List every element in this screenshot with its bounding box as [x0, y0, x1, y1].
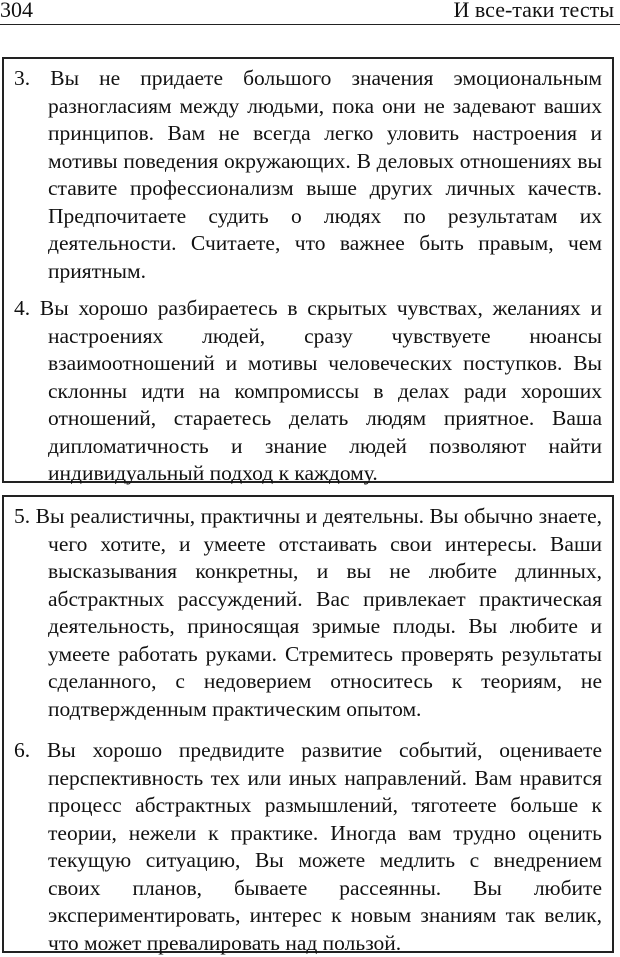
result-item-4: 4. Вы хорошо разбираетесь в скрытых чувствах, желаниях и настроениях людей, сразу чувствуете нюансы взаимоотношений и мотивы человеческих поступков. Вы склонны идти на компромиссы в делах ради хороших отношений, стараетесь делать людям приятное. Ваша дипломатичность и знание людей позволяют найти индивидуальный подход к каждому. — [14, 296, 602, 485]
result-item-3: 3. Вы не придаете большого значения эмоциональным разногласиям между людьми, пока они не задевают ваших принципов. Вам не всегда легко уловить настроения и мотивы поведения окружающих. В деловых отношениях вы ставите профессионализм выше других личных качеств. Предпочитаете судить о людях по результатам их деятельности. Считаете, что важнее быть правым, чем приятным. — [14, 66, 602, 283]
result-box-2 — [2, 495, 614, 953]
page-number: 304 — [0, 0, 33, 22]
page-header — [0, 0, 620, 25]
result-item-5: 5. Вы реалистичны, практичны и деятельны. Вы обычно знаете, чего хотите, и умеете отстаивать свои интересы. Ваши высказывания конкретны, и вы не любите длинных, абстрактных рассуждений. Вас привлекает практическая деятельность, приносящая зримые плоды. Вы любите и умеете работать руками. Стремитесь проверять результаты сделанного, с недоверием относитесь к теориям, не подтвержденным практическим опытом. — [14, 504, 602, 721]
result-item-6: 6. Вы хорошо предвидите развитие событий, оцениваете перспективность тех или иных направлений. Вам нравится процесс абстрактных размышлений, тяготеете больше к теории, нежели к практике. Иногда вам трудно оценить текущую ситуацию, Вы можете медлить с внедрением своих планов, бываете рассеянны. Вы любите экспериментировать, интерес к новым знаниям так велик, что может превалировать над пользой. — [14, 738, 602, 955]
running-title: И все-таки тесты — [453, 0, 614, 22]
result-box-1 — [2, 57, 614, 483]
